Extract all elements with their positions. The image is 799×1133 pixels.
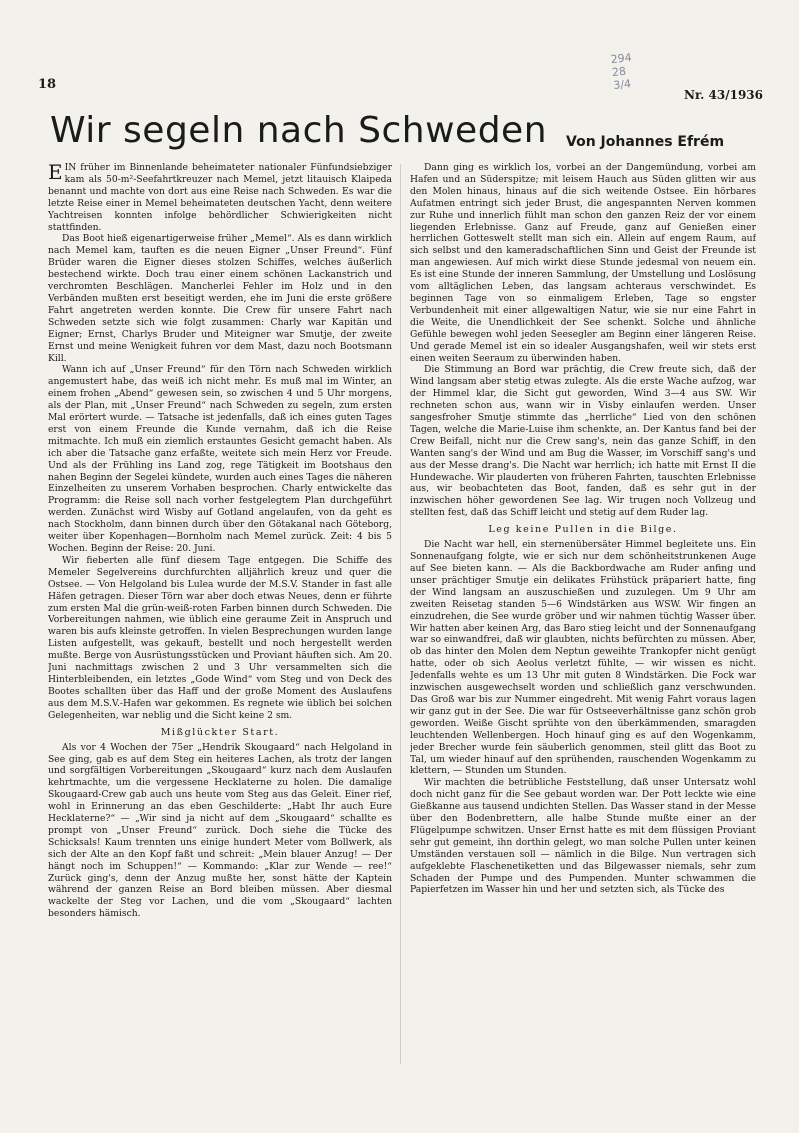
drop-cap: E <box>48 162 63 184</box>
paragraph-text: Als vor 4 Wochen der 75er „Hendrik Skougaard“ nach Helgoland in See ging, gab es auf dem Steg ein heiteres Lachen, als trotz der langen und sorgfältigen Vorbereitungen „Skougaard“ kurz nach dem Auslaufen kehrtmachte, um die vergessene Hecklaterne zu holen. Die damalige Skougaard-Crew gab auch uns heute vom Steg aus das Geleit. Einer rief, wohl in Erinnerung an das eben Geschilderte: „Habt Ihr auch Eure Hecklaterne?“ — „Wir sind ja nicht auf dem „Skougaard“ schallte es prompt von „Unser Freund“ zurück. Doch siehe die Tücke des Schicksals! Kaum trennten uns einige hundert Meter vom Bollwerk, als sich der Alte an den Kopf faßt und schreit: „Mein blauer Anzug! — Der hängt noch im Schuppen!“ — Kommando: „Klar zur Wende — ree!“ Zurück ging's, denn der Anzug mußte her, sonst hätte der Kaptein während der ganzen Reise an Bord bleiben müssen. Aber diesmal wackelte der Steg vor Lachen, und die vom „Skougaard“ lachten besonders hämisch. <box>48 741 392 920</box>
pencil-note: 294 28 3/4 <box>610 51 633 92</box>
article-title: Wir segeln nach Schweden <box>50 110 548 151</box>
paragraph-text: Wir fieberten alle fünf diesem Tage entgegen. Die Schiffe des Memeler Segelvereins durchfurchten alljährlich kreuz und quer die Ostsee. — Von Helgoland bis Lulea wurde der M.S.V. Stander in fast alle Häfen getragen. Dieser Törn war aber doch etwas Neues, denn er führte zum ersten Mal die grün-weiß-roten Farben binnen durch Schweden. Die Vorbereitungen nahmen, wie üblich eine geraume Zeit in Anspruch und waren bis aufs kleinste getroffen. In vielen Besprechungen wurden lange Listen aufgestellt, was gekauft, bestellt und noch hergestellt werden mußte. Berge von Ausrüstungsstücken und Proviant häuften sich. Am 20. Juni nachmittags zwischen 2 und 3 Uhr versammelten sich die Hinterbleibenden, ein letztes „Gode Wind“ vom Steg und von Deck des Bootes schallten über das Haff und der große Moment des Auslaufens aus dem M.S.V.-Hafen war gekommen. Es regnete wie üblich bei solchen Gelegenheiten, war neblig und die Sicht keine 2 sm. <box>48 554 392 721</box>
paragraph <box>48 555 392 722</box>
section-heading: Mißglückter Start. <box>160 726 280 738</box>
paragraph <box>48 162 392 233</box>
paragraph <box>48 364 392 555</box>
section-heading: Leg keine Pullen in die Bilge. <box>488 524 678 536</box>
paragraph <box>410 777 756 896</box>
left-column <box>48 162 392 1090</box>
paragraph <box>410 539 756 777</box>
paragraph <box>48 742 392 921</box>
paragraph-text: IN früher im Binnenlande beheimateter nationaler Fünfundsiebziger kam als 50-m²-Seefahrtkreuzer nach Memel, jetzt litauisch Klaipeda benannt und machte von dort aus eine Reise nach Schweden. Es war die letzte Reise einer in Memel beheimateten deutschen Yacht, denn weitere Yachtreisen konnten infolge behördlicher Schwierigkeiten nicht stattfinden. <box>48 162 392 233</box>
paragraph <box>48 233 392 364</box>
paragraph <box>410 364 756 519</box>
paragraph-text: Die Nacht war hell, ein sternenübersäter Himmel begleitete uns. Ein Sonnenaufgang folgte, wie er sich nur dem schönheitstrunkenen Auge auf See bieten kann. — Als die Backbordwache am Ruder anfing und unser prächtiger Smutje ein delikates Frühstück präpariert hatte, fing der Wind langsam an auszuschießen und zuzulegen. Um 9 Uhr am zweiten Reisetag standen 5—6 Windstärken aus WSW. Wir fingen an einzudrehen, die See wurde gröber und wir nahmen tüchtig Wasser über. Wir hatten aber keinen Arg, das Baro stieg leicht und der Sonnenaufgang war so einwandfrei, daß wir glaubten, nichts befürchten zu müssen. Aber, ob das hinter den Molen dem Neptun geweihte Trankopfer nicht genügt hatte, oder ob sich Aeolus verletzt fühlte, — wir wissen es nicht. Jedenfalls wehte es um 13 Uhr mit guten 8 Windstärken. Die Fock war inzwischen ausgewechselt worden und schließlich ganz verschwunden. Das Groß war bis zur Nummer eingedreht. Mit wenig Fahrt voraus lagen wir ganz gut in der See. Die war für Ostseeverhältnisse ganz schön grob geworden. Weiße Gischt sprühte von den überkämmenden, smaragden leuchtenden Wellenbergen. Hoch hinauf ging es auf den Wogenkamm, jeder Brecher wurde fein säuberlich genommen, steil glitt das Boot zu Tal, um wieder hinauf auf den sprühenden, rauschenden Wogenkamm zu klettern, — Stunden um Stunden. <box>410 539 756 777</box>
paragraph-text: Dann ging es wirklich los, vorbei an der Dangemündung, vorbei am Hafen und an Süderspitze; mit leisem Hauch aus Süden glitten wir aus den Molen hinaus, hinaus auf die sich weitende Ostsee. Ein hörbares Aufatmen entringt sich jeder Brust, die angespannten Nerven kommen zur Ruhe und innerlich fühlt man schon den ganzen Reiz der vor einem liegenden Erlebnisse. Ganz auf Freude, ganz auf Genießen einer herrlichen Gotteswelt stellt man sich ein. Allein auf engem Raum, auf sich selbst und den kameradschaftlichen Sinn und Geist der Freunde ist man angewiesen. Auf mich wirkt diese Stunde jedesmal von neuem ein. Es ist eine Stunde der inneren Sammlung, der Umstellung und Loslösung vom alltäglichen Leben, das langsam achteraus verschwindet. Es beginnen Tage von so einmaligem Erleben, Tage so engster Verbundenheit mit einer allgewaltigen Natur, wie sie nur eine Fahrt in die Weite, die Unendlichkeit der See schenkt. Solche und ähnliche Gefühle bewegen wohl jeden Seesegler am Beginn einer längeren Reise. Und gerade Memel ist ein so idealer Ausgangshafen, weil wir stets erst einen weiten Seeraum zu überwinden haben. <box>410 162 756 364</box>
paragraph <box>410 162 756 364</box>
paragraph-text: Die Stimmung an Bord war prächtig, die Crew freute sich, daß der Wind langsam aber stetig etwas zulegte. Als die erste Wache aufzog, war der Himmel klar, die Sicht gut geworden, Wind 3—4 aus SW. Wir rechneten schon aus, wann wir in Visby einlaufen werden. Unser sangesfroher Smutje stimmte das „herrliche“ Lied von den schönen Tagen, welche die Marie-Luise ihm schenkte, an. Der Kantus fand bei der Crew Beifall, nicht nur die Crew sang's, nein das ganze Schiff, in den Wanten sang's der Wind und am Bug die Wasser, im Vorschiff sang's und aus der Messe drang's. Die Nacht war herrlich; ich hatte mit Ernst II die Hundewache. Wir plauderten von früheren Fahrten, tauschten Erlebnisse aus, wir beobachteten das Boot, fanden, daß es sehr gut in der inzwischen höher gewordenen See lag. Wir trugen noch Vollzeug und stellten fest, daß das Schiff leicht und stetig auf dem Ruder lag. <box>410 364 756 519</box>
issue-number: Nr. 43/1936 <box>683 88 763 102</box>
paragraph-text: Das Boot hieß eigenartigerweise früher „Memel“. Als es dann wirklich nach Memel kam, tauften es die neuen Eigner „Unser Freund“. Fünf Brüder waren die Eigner dieses stolzen Schiffes, welches äußerlich bestechend wirkte. Doch trau einer einem schönen Lackanstrich und verchromten Beschlägen. Mancherlei Fehler im Holz und in den Verbänden mußten erst beseitigt werden, ehe im Juni die erste größere Fahrt angetreten werden konnte. Die Crew für unsere Fahrt nach Schweden setzte sich wie folgt zusammen: Charly war Kapitän und Eigner; Ernst, Charlys Bruder und Miteigner war Smutje, der zweite Ernst und meine Wenigkeit fuhren vor dem Mast, dazu noch Bootsmann Kill. <box>48 233 392 364</box>
article-author: Von Johannes Efrém <box>566 134 725 150</box>
paragraph-text: Wann ich auf „Unser Freund“ für den Törn nach Schweden wirklich angemustert habe, das weiß ich nicht mehr. Es muß mal im Winter, an einem frohen „Abend“ gewesen sein, so zwischen 4 und 5 Uhr morgens, als der Plan, mit „Unser Freund“ nach Schweden zu segeln, zum ersten Mal erörtert wurde. — Tatsache ist jedenfalls, daß ich eines guten Tages erst von einem Freunde die Kunde vernahm, daß ich die Reise mitmachte. Ich muß ein ziemlich erstauntes Gesicht gemacht haben. Als ich aber die Tatsache ganz erfaßte, weitete sich mein Herz vor Freude. Und als der Frühling ins Land zog, rege Tätigkeit im Bootshaus den nahen Beginn der Segelei kündete, wurden auch eines Tages die näheren Einzelheiten zu unserem Vorhaben besprochen. Charly entwickelte das Programm: die Reise soll nach vorher festgelegtem Plan durchgeführt werden. Zunächst wird Wisby auf Gotland angelaufen, von da geht es nach Stockholm, dann binnen durch über den Götakanal nach Göteborg, weiter über Kopenhagen—Bornholm nach Memel zurück. Zeit: 4 bis 5 Wochen. Beginn der Reise: 20. Juni. <box>48 364 392 554</box>
paragraph-text: Wir machten die betrübliche Feststellung, daß unser Untersatz wohl doch nicht ganz für die See gebaut worden war. Der Pott leckte wie eine Gießkanne aus tausend undichten Stellen. Das Wasser stand in der Messe über den Bodenbrettern, alle halbe Stunde mußte einer an der Flügelpumpe schwitzen. Unser Ernst hatte es mit dem flüssigen Proviant sehr gut gemeint, ihn dorthin gelegt, wo man solche Pullen unter keinen Umständen verstauen soll — nämlich in die Bilge. Nun vertragen sich aufgeklebte Flaschenetiketten und das Bilgewasser niemals, sehr zum Schaden der Pumpe und des Pumpenden. Munter schwammen die Papierfetzen im Wasser hin und her und setzten sich, als Tücke des <box>410 777 756 896</box>
page-number: 18 <box>38 77 57 92</box>
right-column <box>410 162 756 1100</box>
column-rule <box>400 164 401 1064</box>
